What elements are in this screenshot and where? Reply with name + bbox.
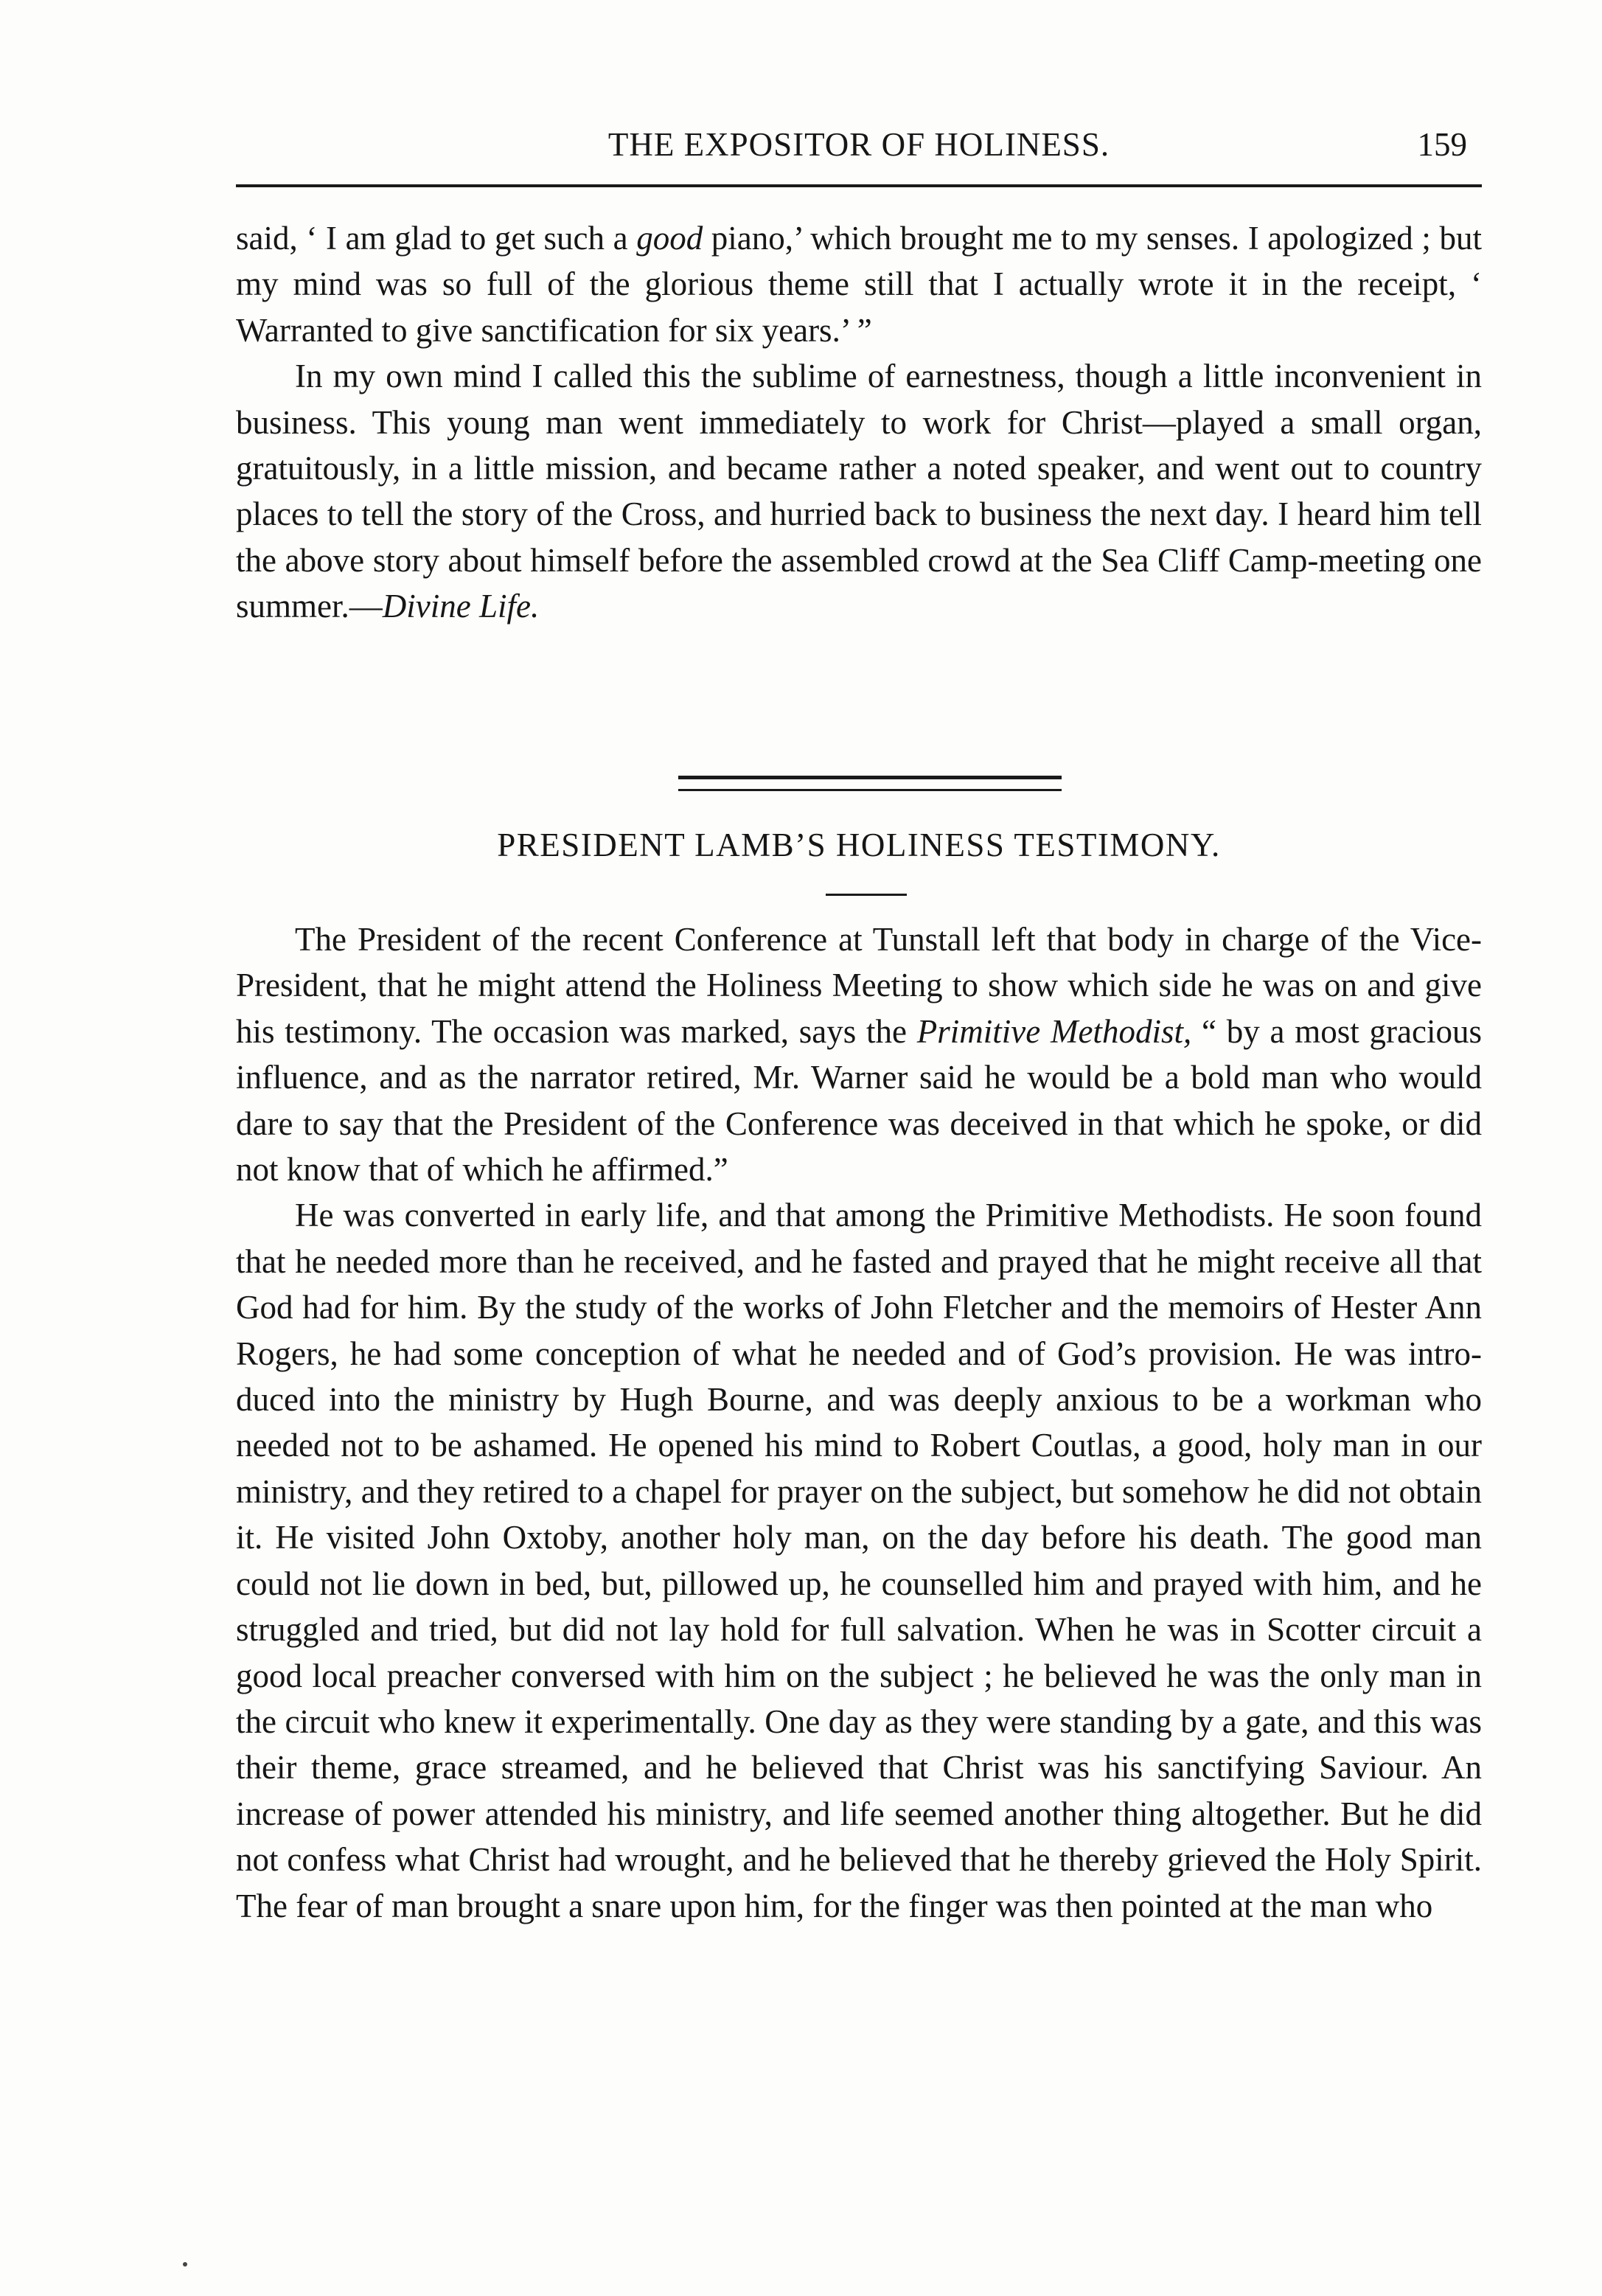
running-title: THE EXPOSITOR OF HOLINESS. (607, 126, 1110, 163)
title-rule (826, 894, 907, 896)
article-body (236, 916, 1482, 1929)
page-number: 159 (1417, 126, 1467, 163)
paragraph (236, 353, 1482, 629)
emphasis: good (636, 220, 703, 257)
text-run: piano,’ which brought me to my senses. I apologized ; but my mind was so full of the glorious theme still that I actually wrote it in the receipt, ‘ Warranted to give sanctification for six years.’ ” (236, 220, 1482, 349)
paragraph (236, 215, 1482, 353)
article-title: PRESIDENT LAMB’S HOLINESS TESTIMONY. (497, 827, 1221, 863)
text-run: The President of the recent Conference at Tunstall left that body in charge of the Vice-President, that he might attend the Holiness Meeting to show which side he was on and give his testimony. The occasion was marked, says the (236, 921, 1482, 1050)
publication-name: Primitive Methodist, (916, 1012, 1192, 1050)
source-citation: Divine Life. (382, 588, 540, 625)
running-head (236, 125, 1482, 177)
paragraph: He was converted in early life, and that among the Primitive Methodists. He soon found that he needed more than he received, and he fasted and prayed that he might receive all that God had for him. By the study of the works of John Fletcher and the memoirs of Hester Ann Rogers, he had some conception of what he needed and of God’s provision. He was introduced into the ministry by Hugh Bourne, and was deeply anxious to be a workman who needed not to be ashamed. He opened his mind to Robert Coutlas, a good, holy man in our ministry, and they retired to a chapel for prayer on the subject, but somehow he did not obtain it. He visited John Oxtoby, another holy man, on the day before his death. The good man could not lie down in bed, but, pillowed up, he counselled him and prayed with him, and he struggled and tried, but did not lay hold for full salvation. When he was in Scotter circuit a good local preacher conversed with him on the subject ; he believed he was the only man in the circuit who knew it experimentally. One day as they were standing by a gate, and this was their theme, grace streamed, and he believed that Christ was his sanctifying Saviour. An increase of power attended his ministry, and life seemed another thing altogether. But he did not confess what Christ had wrought, and he believed that he thereby grieved the Holy Spirit. The fear of man brought a snare upon him, for the finger was then pointed at the man who (236, 1197, 1482, 1924)
print-speck (183, 2262, 187, 2267)
paragraph (236, 916, 1482, 1192)
section-divider (678, 789, 1062, 791)
header-rule (236, 184, 1482, 187)
continued-article (236, 215, 1482, 630)
section-divider (678, 776, 1062, 779)
text-run: In my own mind I called this the sublime of earnestness, though a little inconvenient in business. This young man went immediately to work for Christ—played a small organ, gratuitously, in a little mission, and became rather a noted speaker, and went out to country places to tell the story of the Cross, and hurried back to business the next day. I heard him tell the above story about himself before the assembled crowd at the Sea Cliff Camp-meeting one summer.— (236, 358, 1482, 625)
text-run: said, ‘ I am glad to get such a (236, 220, 637, 257)
text-run: “ by a most gracious influence, and as the narrator retired, Mr. Warner said he would be a bold man who would dare to say that the President of the Conference was deceived in that which he spoke, or did not know that of which he affirmed.” (236, 1012, 1482, 1189)
